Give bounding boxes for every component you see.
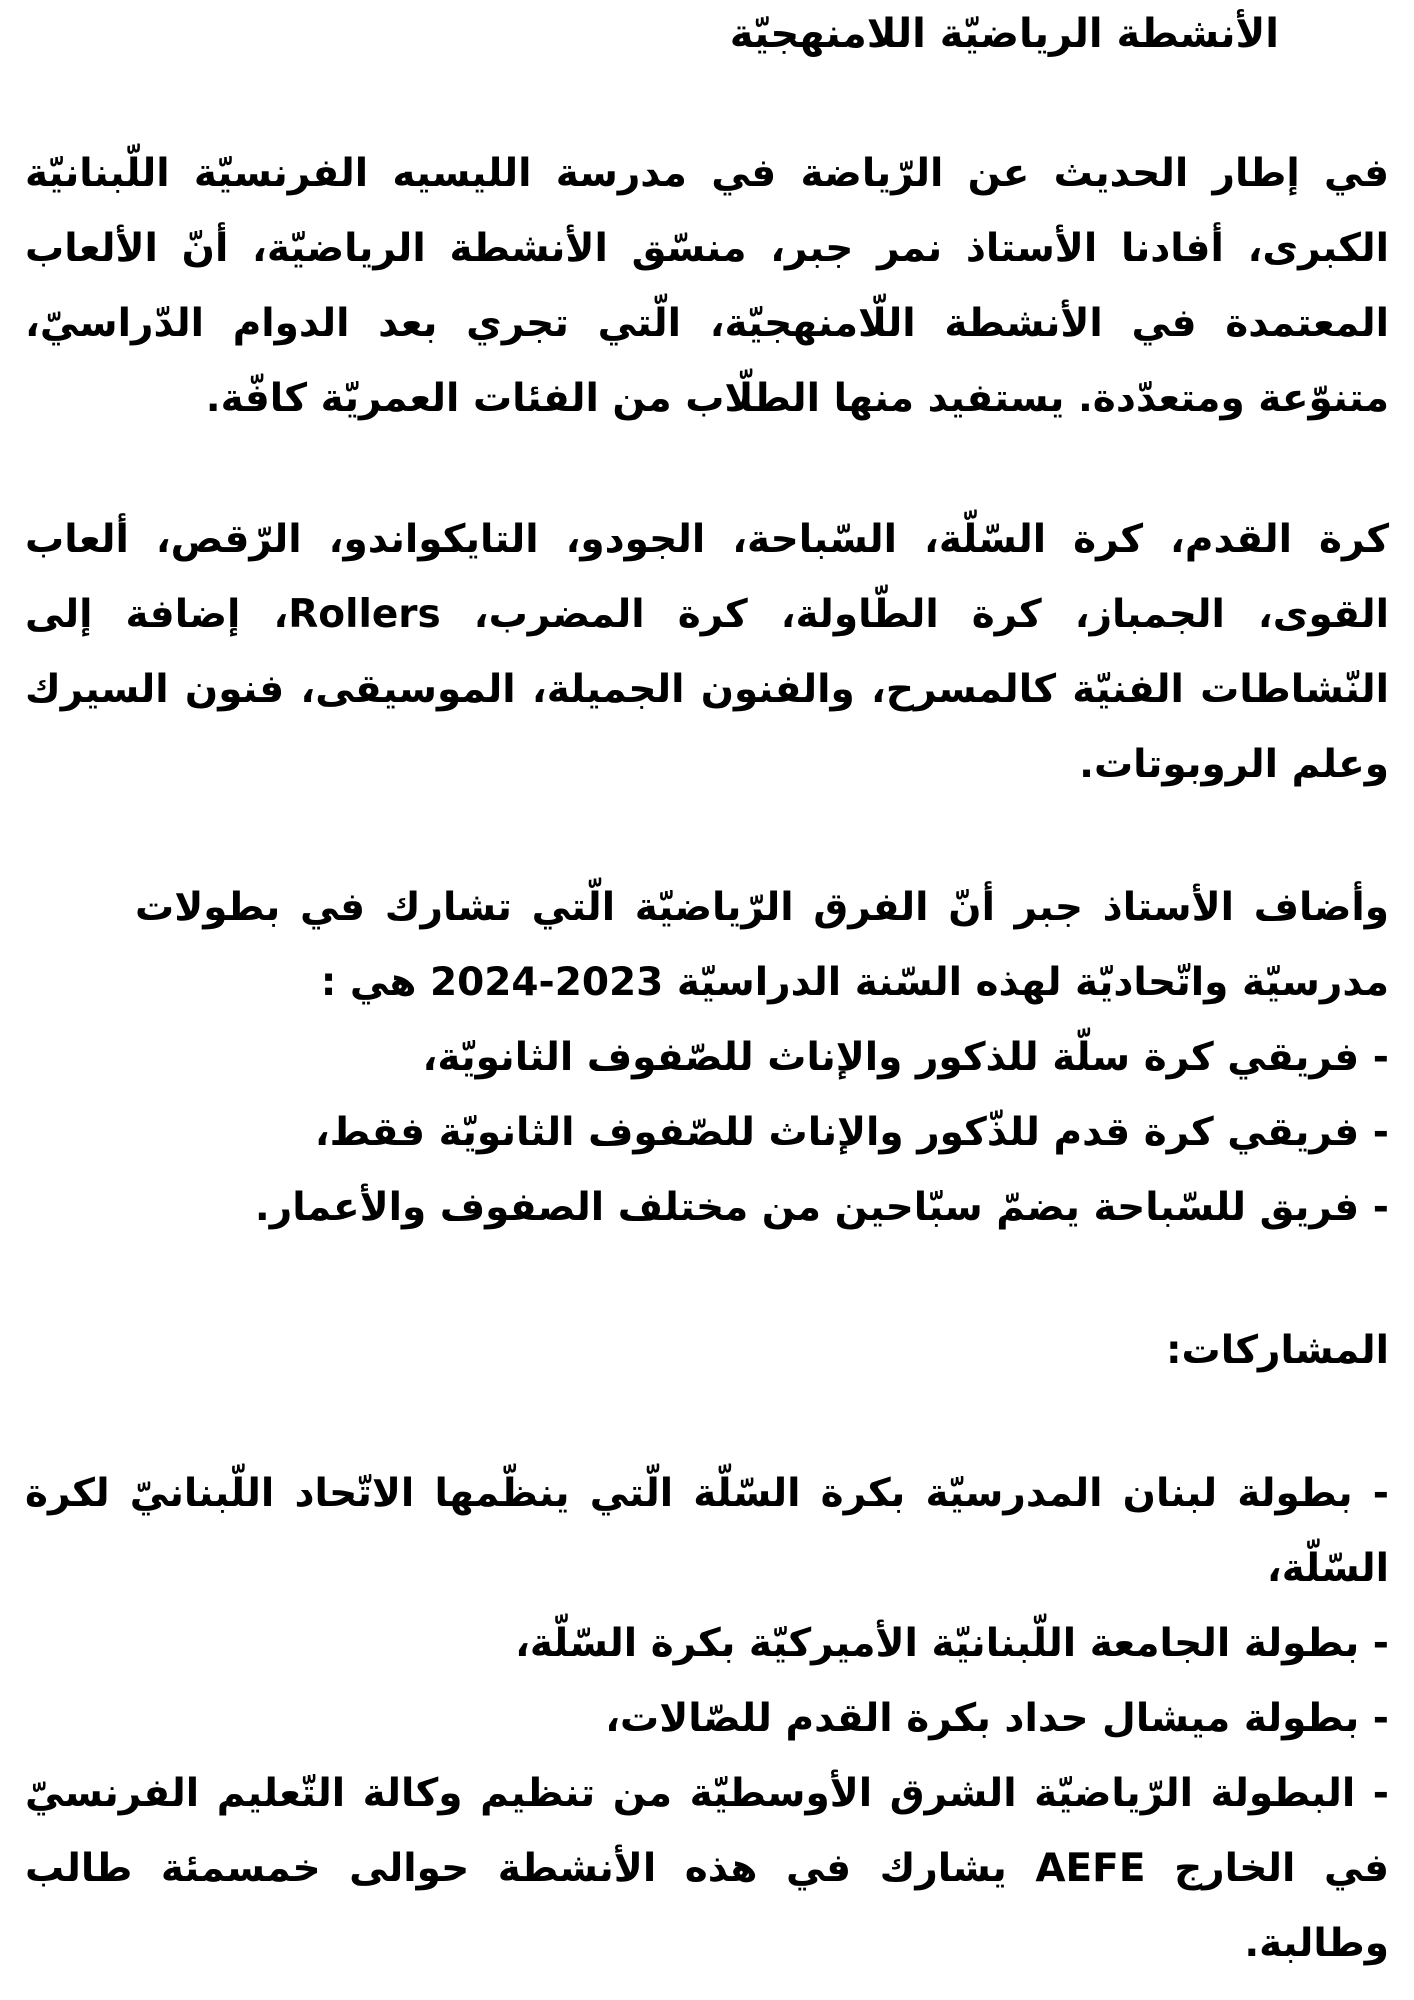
participations-list (25, 1456, 1389, 1981)
activities-paragraph: كرة القدم، كرة السّلّة، السّباحة، الجودو، التايكواندو، الرّقص، ألعاب القوى، الجمباز، كرة الطّاولة، كرة المضرب، Rollers، إضافة إلى النّشاطات الفنيّة كالمسرح، والفنون الجميلة، الموسيقى، فنون السيرك وعلم الروبوتات. (25, 517, 1390, 787)
teams-section (25, 870, 1389, 1245)
participations-heading: المشاركات: (1165, 1328, 1389, 1373)
teams-list (25, 1020, 1389, 1245)
list-item: - فريقي كرة سلّة للذكور والإناث للصّفوف الثانويّة، (422, 1035, 1389, 1080)
intro-paragraph: في إطار الحديث عن الرّياضة في مدرسة الليسيه الفرنسيّة اللّبنانيّة الكبرى، أفادنا الأستاذ نمر جبر، منسّق الأنشطة الرياضيّة، أنّ الألعاب المعتمدة في الأنشطة اللّامنهجيّة، الّتي تجري بعد الدوام الدّراسيّ، متنوّعة ومتعدّدة. يستفيد منها الطلّاب من الفئات العمريّة كافّة. (25, 151, 1389, 421)
teams-intro: وأضاف الأستاذ جبر أنّ الفرق الرّياضيّة الّتي تشارك في بطولات مدرسيّة واتّحاديّة لهذه السّنة الدراسيّة 2023-2024 هي : (135, 885, 1389, 1005)
list-item: - البطولة الرّياضيّة الشرق الأوسطيّة من تنظيم وكالة التّعليم الفرنسيّ في الخارج AEFE يشارك في هذه الأنشطة حوالى خمسمئة طالب وطالبة. (25, 1771, 1389, 1966)
list-item: - فريقي كرة قدم للذّكور والإناث للصّفوف الثانويّة فقط، (314, 1110, 1389, 1155)
list-item: - فريق للسّباحة يضمّ سبّاحين من مختلف الصفوف والأعمار. (254, 1185, 1389, 1230)
list-item: - بطولة الجامعة اللّبنانيّة الأميركيّة بكرة السّلّة، (515, 1621, 1389, 1666)
list-item: - بطولة ميشال حداد بكرة القدم للصّالات، (605, 1696, 1389, 1741)
list-item: - بطولة لبنان المدرسيّة بكرة السّلّة الّتي ينظّمها الاتّحاد اللّبنانيّ لكرة السّلّة، (25, 1471, 1389, 1591)
article-title: الأنشطة الرياضيّة اللامنهجيّة (729, 11, 1279, 57)
